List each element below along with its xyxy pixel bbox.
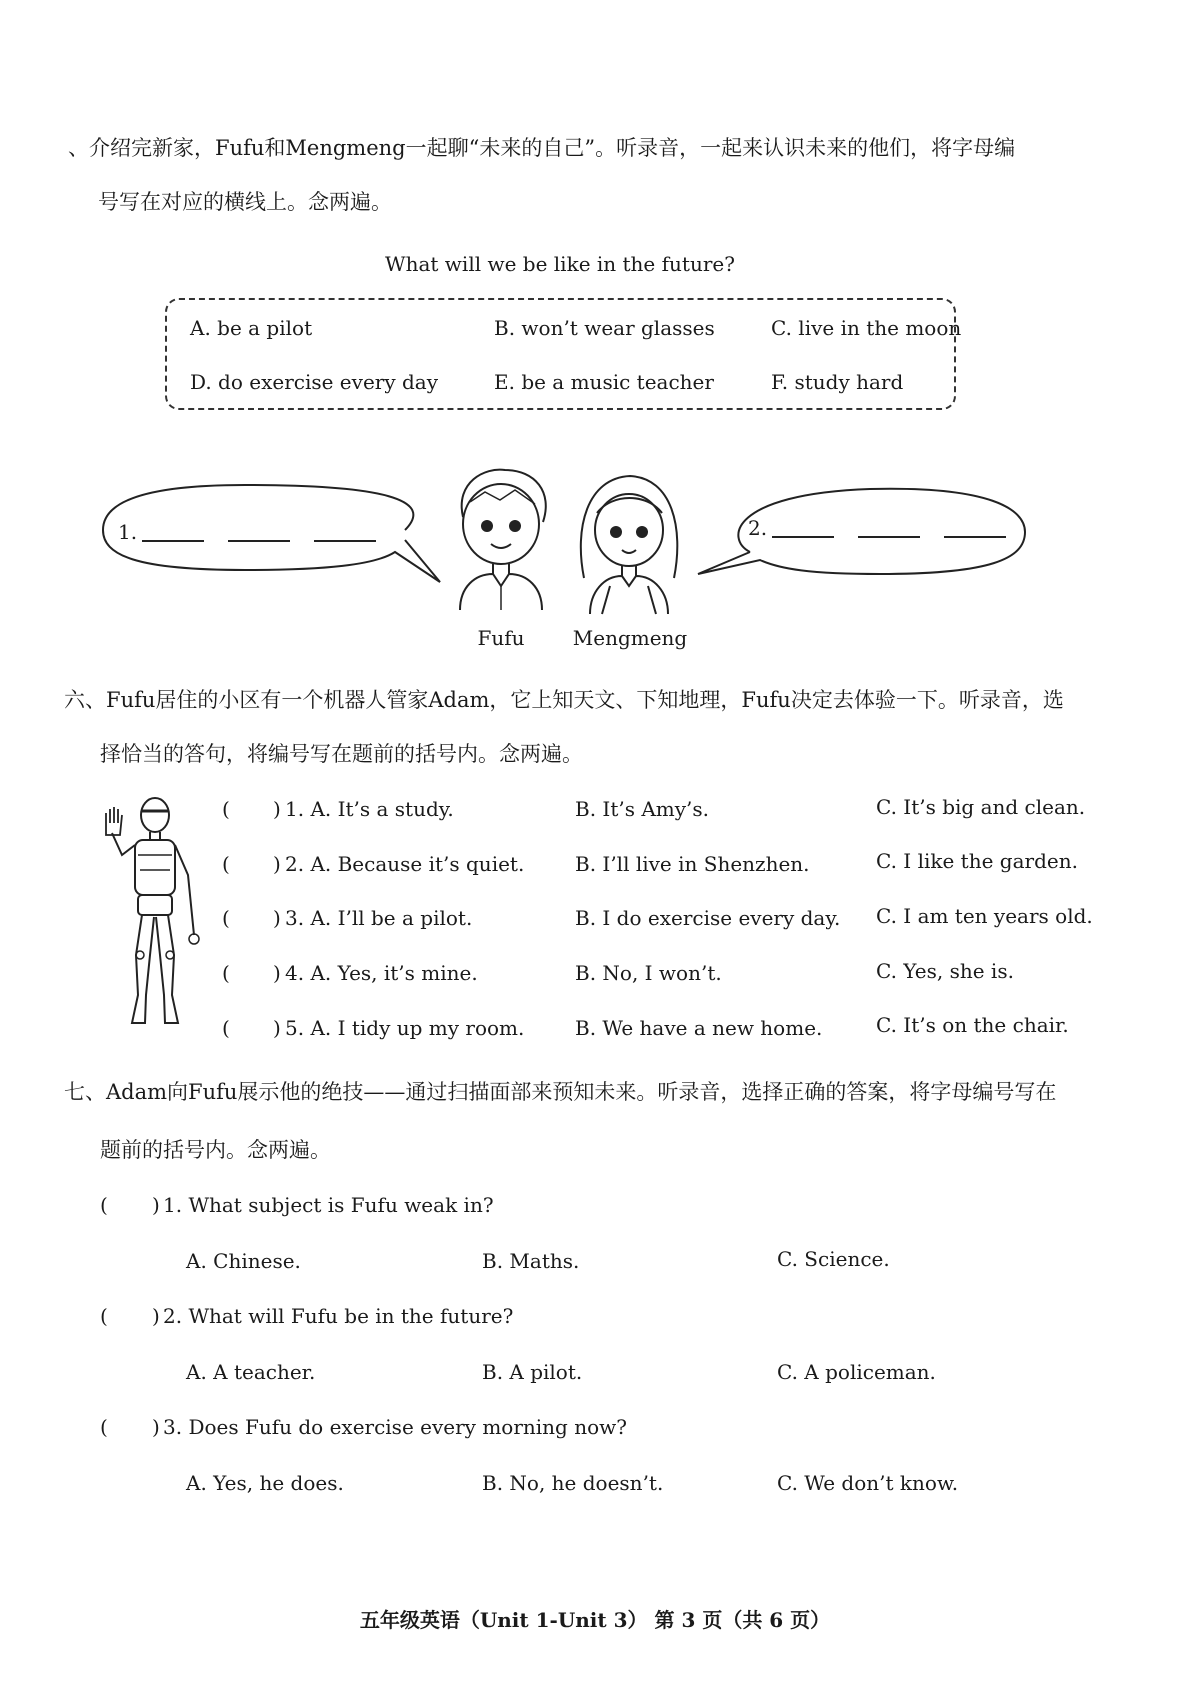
option-d: D. do exercise every day [190,370,439,394]
bubble2-blanks [772,518,1030,542]
question-text: 1. What subject is Fufu weak in? [163,1193,494,1217]
row-option-b: B. I’ll live in Shenzhen. [575,852,810,876]
answer-paren-close: ) [152,1415,160,1439]
name-mengmeng: Mengmeng [572,626,688,650]
answer-paren-open[interactable]: ( [222,961,230,985]
bubble1-number: 1. [118,520,138,544]
choice-c: C. We don’t know. [777,1471,959,1495]
choice-b: B. A pilot. [482,1360,583,1384]
answer-paren-open[interactable]: ( [100,1304,108,1328]
page-footer: 五年级英语（Unit 1-Unit 3） 第 3 页（共 6 页） [359,1608,831,1632]
answer-paren-close: ) [273,852,281,876]
choice-b: B. Maths. [482,1249,580,1273]
answer-paren-close: ) [152,1304,160,1328]
section7-heading-line2: 题前的括号内。念两遍。 [100,1138,331,1162]
option-b: B. won’t wear glasses [494,316,715,340]
answer-paren-close: ) [152,1193,160,1217]
answer-paren-close: ) [273,1016,281,1040]
choice-a: A. A teacher. [186,1360,316,1384]
options-box-title: What will we be like in the future? [385,252,735,276]
choice-c: C. Science. [777,1247,890,1271]
choice-a: A. Chinese. [186,1249,301,1273]
answer-paren-close: ) [273,961,281,985]
bubble2-number: 2. [748,516,768,540]
choice-b: B. No, he doesn’t. [482,1471,664,1495]
robot-adam-icon [100,795,210,1035]
row-option-c: C. I am ten years old. [876,904,1093,928]
answer-paren-open[interactable]: ( [222,906,230,930]
boy-illustration-icon [445,462,557,612]
row-option-c: C. It’s on the chair. [876,1013,1069,1037]
answer-paren-open[interactable]: ( [222,1016,230,1040]
row-option-c: C. I like the garden. [876,849,1078,873]
row-option-a: 3. A. I’ll be a pilot. [285,906,473,930]
row-option-b: B. No, I won’t. [575,961,722,985]
answer-paren-open[interactable]: ( [222,852,230,876]
answer-paren-close: ) [273,906,281,930]
row-option-b: B. I do exercise every day. [575,906,841,930]
row-option-c: C. Yes, she is. [876,959,1014,983]
bubble1-blanks [142,522,400,546]
option-e: E. be a music teacher [494,370,714,394]
girl-illustration-icon [572,468,687,616]
option-f: F. study hard [771,370,904,394]
row-option-b: B. We have a new home. [575,1016,823,1040]
question-text: 2. What will Fufu be in the future? [163,1304,514,1328]
answer-paren-open[interactable]: ( [100,1415,108,1439]
name-fufu: Fufu [477,626,525,650]
row-option-a: 5. A. I tidy up my room. [285,1016,525,1040]
section7-heading-line1: 七、Adam向Fufu展示他的绝技——通过扫描面部来预知未来。听录音，选择正确的答案，将字母编号写在 [64,1080,1057,1104]
choice-a: A. Yes, he does. [186,1471,344,1495]
row-option-b: B. It’s Amy’s. [575,797,710,821]
section5-heading-line2: 号写在对应的横线上。念两遍。 [98,190,392,214]
option-a: A. be a pilot [190,316,313,340]
section5-heading-line1: 、介绍完新家，Fufu和Mengmeng一起聊“未来的自己”。听录音，一起来认识未来的他们，将字母编 [68,136,1016,160]
row-option-c: C. It’s big and clean. [876,795,1086,819]
answer-paren-open[interactable]: ( [222,797,230,821]
question-text: 3. Does Fufu do exercise every morning now? [163,1415,627,1439]
section6-heading-line1: 六、Fufu居住的小区有一个机器人管家Adam，它上知天文、下知地理，Fufu决定去体验一下。听录音，选 [64,688,1064,712]
answer-paren-open[interactable]: ( [100,1193,108,1217]
option-c: C. live in the moon [771,316,962,340]
row-option-a: 4. A. Yes, it’s mine. [285,961,478,985]
section6-heading-line2: 择恰当的答句，将编号写在题前的括号内。念两遍。 [100,742,583,766]
row-option-a: 2. A. Because it’s quiet. [285,852,525,876]
choice-c: C. A policeman. [777,1360,936,1384]
answer-paren-close: ) [273,797,281,821]
row-option-a: 1. A. It’s a study. [285,797,454,821]
